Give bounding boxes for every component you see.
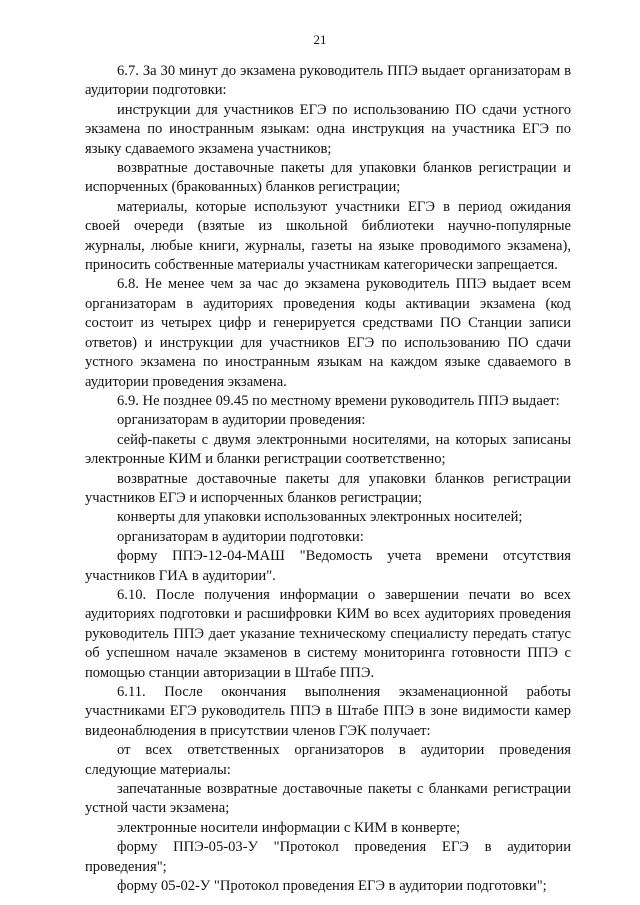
list-item: запечатанные возвратные доставочные пакеты с бланками регистрации устной части экзамена;: [85, 781, 571, 817]
list-item: сейф-пакеты с двумя электронными носителями, на которых записаны электронные КИМ и бланки регистрации соответственно;: [85, 431, 571, 468]
list-item: материалы, которые используют участники ЕГЭ в период ожидания своей очереди (взятые из школьной библиотеки научно-популярные журналы, любые книги, журналы, газеты на языке проводимого экзамена), приносить собственные материалы участникам категорически запрещается.: [85, 198, 571, 274]
page-number: 21: [313, 32, 327, 47]
list-item: электронные носители информации с КИМ в конверте;: [117, 819, 461, 836]
list-item: форму 05-02-У "Протокол проведения ЕГЭ в аудитории подготовки";: [117, 878, 547, 895]
list-item: конверты для упаковки использованных электронных носителей;: [117, 509, 523, 526]
list-item: инструкции для участников ЕГЭ по использованию ПО сдачи устного экзамена по иностранным языкам: одна инструкция на участника ЕГЭ по языку сдаваемого экзамена участников;: [85, 101, 571, 157]
list-item: возвратные доставочные пакеты для упаковки бланков регистрации участников ЕГЭ и испорченных бланков регистрации;: [85, 470, 571, 506]
list-item: возвратные доставочные пакеты для упаковки бланков регистрации и испорченных (бракованных) бланков регистрации;: [85, 160, 571, 196]
paragraph-6-8: 6.8. Не менее чем за час до экзамена руководитель ППЭ выдает всем организаторам в аудиториях проведения коды активации экзамена (код состоит из четырех цифр и генерируется средствами ПО Станции записи ответов) и инструкции для участников ЕГЭ по использованию ПО сдачи устного экзамена по иностранным языкам на каждом языке сдаваемого в аудитории проведения экзамена.: [85, 276, 571, 390]
paragraph-6-10: 6.10. После получения информации о завершении печати во всех аудиториях подготовки и расшифровки КИМ во всех аудиториях проведения руководитель ППЭ дает указание техническому специалисту передать статус об успешном начале экзаменов в систему мониторинга готовности ППЭ с помощью станции авторизации в Штабе ППЭ.: [85, 586, 571, 681]
paragraph-6-11: 6.11. После окончания выполнения экзаменационной работы участниками ЕГЭ руководитель ППЭ в Штабе ППЭ в зоне видимости камер видеонаблюдения в присутствии членов ГЭК получает:: [85, 684, 571, 739]
list-item: форму ППЭ-05-03-У "Протокол проведения ЕГЭ в аудитории проведения";: [85, 839, 571, 875]
document-body: [85, 62, 571, 896]
list-item: организаторам в аудитории проведения:: [117, 412, 366, 429]
list-item: от всех ответственных организаторов в аудитории проведения следующие материалы:: [85, 742, 571, 778]
paragraph-6-9: 6.9. Не позднее 09.45 по местному времени руководитель ППЭ выдает:: [117, 392, 560, 409]
list-item: организаторам в аудитории подготовки:: [117, 528, 364, 545]
list-item: форму ППЭ-12-04-МАШ "Ведомость учета времени отсутствия участников ГИА в аудитории".: [85, 548, 571, 584]
paragraph-6-7: 6.7. За 30 минут до экзамена руководитель ППЭ выдает организаторам в аудитории подготовки:: [85, 63, 571, 99]
